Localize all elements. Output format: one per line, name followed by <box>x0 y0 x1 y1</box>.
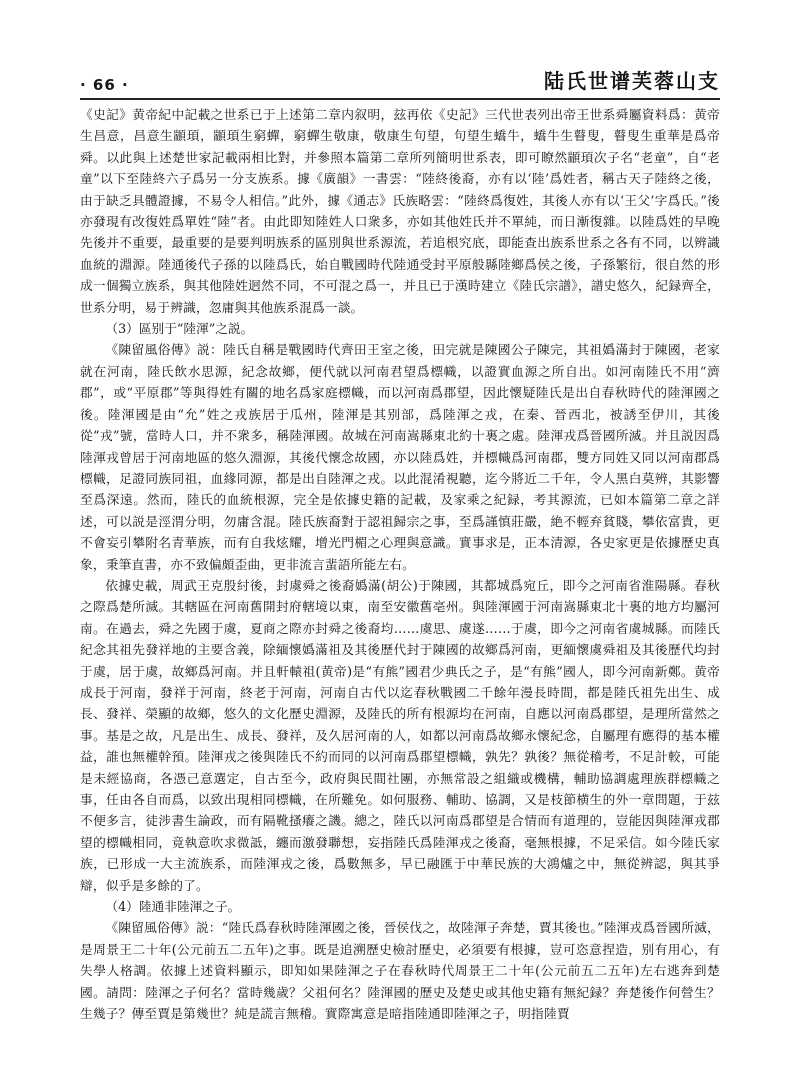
header-rule <box>80 98 720 100</box>
paragraph: 《史記》黄帝紀中記載之世系已于上述第二章内叙明，玆再依《史記》三代世表列出帝王世系舜屬資料爲：黄帝生昌意，昌意生顓頊，顓頊生窮蟬，窮蟬生敬康，敬康生句望，句望生蟜牛，蟜牛生瞽叟，瞽叟生重華是爲帝舜。以此與上述楚世家記載兩相比對，并參照本篇第二章所列簡明世系表，即可瞭然顓頊次子名“老童”，自“老童”以下至陸終六子爲另一分支族系。據《廣韻》一書雲：“陸終後裔，亦有以‘陸’爲姓者，稱古天子陸終之後，由于缺乏具體證據，不易令人相信。”此外，據《通志》氏族略雲：“陸終爲復姓，其後人亦有以‘王父’字爲氏。”後亦發現有改復姓爲單姓“陸”者。由此即知陸姓人口衆多，亦如其他姓氏并不單純，而日漸復雜。以陸爲姓的早晚先後并不重要，最重要的是要判明族系的區別與世系源流，若追根究底，即能查出族系世系之各有不同，以辨識血統的淵源。陸通後代子孫的以陸爲氏，始自戰國時代陸通受封平原般縣陸鄉爲侯之後，子孫繁衍，很自然的形成一個獨立族系，與其他陸姓迥然不同，不可混之爲一，并且已于漢時建立《陸氏宗譜》，譜史悠久，紀録齊全，世系分明，易于辨識，忽庸與其他族系混爲一談。 <box>80 107 720 315</box>
page-header <box>80 64 720 94</box>
section-heading: （4）陸通非陸渾之子。 <box>105 899 241 915</box>
paragraph: 《陳留風俗傳》説：“陸氏爲春秋時陸渾國之後，晉侯伐之，故陸渾子奔楚，賈其後也。”陸渾戎爲晉國所滅，是周景王二十年(公元前五二五年)之事。既是追溯歷史檢討歷史，必須要有根據，豈可恣意捏造，别有用心，有失學人格調。依據上述資料顯示，即知如果陸渾之子在春秋時代周景王二十年(公元前五二五年)左右逃奔到楚國。請問：陸渾之子何名？當時幾歲？父祖何名？陸渾國的歷史及楚史或其他史籍有無紀録？奔楚後作何營生？生幾子？傳至賈是第幾世？純是謊言無稽。實際寓意是暗指陸通即陸渾之子，明指陸賈 <box>80 920 720 1022</box>
page-number: · 66 · <box>80 76 129 94</box>
paragraph: 《陳留風俗傳》説：陸氏自稱是戰國時代齊田王室之後，田完就是陳國公子陳完，其祖嬀滿封于陳國，老家就在河南，陸氏飲水思源，紀念故鄉，便代就以河南君望爲標幟，以證實血源之所自出。如河南陸氏不用“濟郡”，或“平原郡”等與得姓有關的地名爲家庭標幟，而以河南爲郡望，因此懷疑陸氏是出自春秋時代的陸渾國之後。陸渾國是由“允”姓之戎族居于瓜州，陸渾是其别部，爲陸渾之戎，在秦、晉西北，被誘至伊川，其後從“戎”號，當時人口，并不衆多，稱陸渾國。故城在河南嵩縣東北約十裏之處。陸渾戎爲晉國所滅。并且説因爲陸渾戎曾居于河南地區的悠久淵源，其後代懷念故國，亦以陸爲姓，并標幟爲河南郡，雙方同姓又同以河南郡爲標幟，足證同族同祖，血緣同源，都是出自陸渾之戎。以此混淆視聽，迄今將近二千年，令人黑白莫辨，其影響至爲深遠。然而，陸氏的血統根源，完全是依據史籍的記載，及家乘之紀録，考其源流，已如本篇第二章之詳述，可以説是涇渭分明，勿庸含混。陸氏族裔對于認祖歸宗之事，至爲謹慎莊嚴，絶不輕弃貧賤，攀依富貴，更不會妄引攀附名青華族，而有自我炫耀，增光門楣之心理與意識。實事求是，正本清源，各史家更是依據歷史真象，秉筆直書，亦不致偏頗歪曲，更非流言蜚語所能左右。 <box>80 342 720 572</box>
section-heading: （3）區别于“陸渾”之説。 <box>105 321 254 337</box>
paragraph: 依據史載，周武王克殷紂後，封虞舜之後裔嬀滿(胡公)于陳國，其都城爲宛丘，即今之河南省淮陽縣。春秋之際爲楚所滅。其轄區在河南舊開封府轄境以東，南至安徽舊亳州。與陸渾國于河南嵩縣東北十裏的地方均屬河南。在過去，舜之先國于虞，夏商之際亦封舜之後裔均……虞思、虞遂……于虞，即今之河南省虞城縣。而陸氏紀念其祖先發祥地的主要含義，除緬懷嬀滿祖及其後歷代封于陳國的故鄉爲河南，更緬懷虞舜祖及其後歷代均封于虞，居于虞，故鄉爲河南。并且軒轅祖(黄帝)是“有熊”國君少典氏之子，是“有熊”國人，即今河南新鄭。黄帝成長于河南，發祥于河南，終老于河南，河南自古代以迄春秋戰國二千餘年漫長時間，都是陸氏祖先出生、成長、發祥、榮顯的故鄉，悠久的文化歷史淵源，及陸氏的所有根源均在河南，自應以河南爲郡望，是理所當然之事。基是之故，凡是出生、成長、發祥，及久居河南的人，如都以河南爲故鄉永懷紀念，自屬理有應得的基本權益，誰也無權幹預。陸渾戎之後與陸氏不約而同的以河南爲郡望標幟，孰先？孰後？無從稽考，不足計較，可能是未經協商，各憑己意選定，自古至今，政府與民間社團，亦無常設之組織或機構，輔助協調處理族群標幟之事，任由各自而爲，以致出現相同標幟，在所難免。如何服務、輔助、協調，又是枝節横生的外一章問題，于玆不便多言，徒涉書生論政，而有隔靴搔癢之譏。總之，陸氏以河南爲郡望是合情而有道理的，豈能因與陸渾戎郡望的標幟相同，竟執意吹求微詆，纏而激發聯想，妄指陸氏爲陸渾戎之後裔，毫無根據，不足采信。如今陸氏家族，已形成一大主流族系，而陸渾戎之後，爲數無多，早已融匯于中華民族的大鴻爐之中，無從辨認，與其爭辯，似乎是多餘的了。 <box>80 577 720 893</box>
page-body <box>80 104 720 1057</box>
running-title: 陆氏世谱芙蓉山支 <box>544 69 720 93</box>
